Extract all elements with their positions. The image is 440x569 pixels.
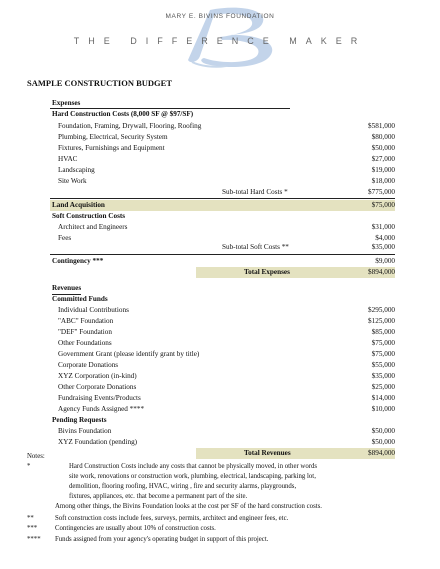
table-row [0, 305, 440, 316]
row-amount: $125,000 [368, 317, 395, 325]
row-amount: $31,000 [371, 223, 395, 231]
row-amount: $19,000 [371, 166, 395, 174]
subtotal-label: Sub-total Hard Costs * [222, 188, 288, 196]
row-label: "ABC" Foundation [58, 317, 114, 325]
row-label: HVAC [58, 155, 78, 163]
table-row [0, 316, 440, 327]
total-revenues-row [0, 448, 440, 459]
total-amount: $894,000 [368, 449, 395, 457]
row-label: "DEF" Foundation [58, 328, 112, 336]
row-amount: $25,000 [371, 383, 395, 391]
pending-heading: Pending Requests [52, 416, 107, 424]
note-text: Funds assigned from your agency's operating budget in support of this project. [55, 536, 269, 543]
row-label: Fundraising Events/Products [58, 394, 141, 402]
expenses-heading: Expenses [52, 99, 81, 107]
row-amount: $80,000 [371, 133, 395, 141]
notes-heading: Notes: [27, 453, 45, 460]
subtotal-amount: $775,000 [368, 188, 395, 196]
subtotal-label: Sub-total Soft Costs ** [222, 243, 289, 251]
table-row [0, 176, 440, 187]
row-amount: $75,000 [371, 201, 395, 209]
row-amount: $9,000 [375, 257, 395, 265]
tagline: THE DIFFERENCE MAKER [73, 36, 367, 46]
row-amount: $50,000 [371, 438, 395, 446]
row-label: Foundation, Framing, Drywall, Flooring, Roofing [58, 122, 202, 130]
row-amount: $27,000 [371, 155, 395, 163]
note-text: fixtures, appliances, etc. that become a permanent part of the site. [69, 493, 248, 500]
committed-heading-row [0, 294, 440, 305]
foundation-header [0, 0, 440, 70]
note-text: site work, renovations or construction work, plumbing, electrical, landscaping, parking lot, [69, 473, 316, 480]
table-row [0, 437, 440, 448]
table-row [0, 165, 440, 176]
row-label: Individual Contributions [58, 306, 129, 314]
row-label: Agency Funds Assigned **** [58, 405, 145, 413]
page-title: SAMPLE CONSTRUCTION BUDGET [27, 78, 172, 88]
table-row [0, 360, 440, 371]
row-amount: $4,000 [375, 234, 395, 242]
subtotal-amount: $35,000 [371, 243, 395, 251]
table-row [0, 338, 440, 349]
row-amount: $50,000 [371, 427, 395, 435]
note-text: demolition, flooring roofing, HVAC, wiring , fire and security alarms, playgrounds, [69, 483, 297, 490]
section-rule [50, 254, 395, 255]
row-label: Plumbing, Electrical, Security System [58, 133, 168, 141]
row-label: Fixtures, Furnishings and Equipment [58, 144, 165, 152]
row-label: Corporate Donations [58, 361, 119, 369]
total-expenses-row [0, 267, 440, 278]
hard-costs-subtotal-row [0, 187, 440, 198]
row-label: Landscaping [58, 166, 95, 174]
row-amount: $581,000 [368, 122, 395, 130]
row-label: Contingency *** [52, 257, 104, 265]
table-row [0, 426, 440, 437]
revenues-heading: Revenues [52, 283, 81, 295]
note-text: Contingencies are usually about 10% of construction costs. [55, 525, 216, 532]
row-label: Bivins Foundation [58, 427, 112, 435]
committed-heading: Committed Funds [52, 295, 108, 303]
table-row [0, 382, 440, 393]
row-amount: $18,000 [371, 177, 395, 185]
row-amount: $10,000 [371, 405, 395, 413]
revenues-heading-row [0, 283, 440, 294]
row-label: Other Corporate Donations [58, 383, 137, 391]
soft-costs-subtotal-row [0, 242, 440, 253]
note-text: Among other things, the Bivins Foundation looks at the cost per SF of the hard construction costs. [55, 503, 322, 510]
total-label: Total Revenues [244, 449, 291, 457]
row-label: XYZ Foundation (pending) [58, 438, 138, 446]
table-row [0, 154, 440, 165]
hard-costs-heading-row [0, 109, 440, 120]
soft-costs-heading: Soft Construction Costs [52, 212, 126, 220]
row-label: Fees [58, 234, 72, 242]
note-marker: * [27, 463, 31, 470]
row-label: Other Foundations [58, 339, 112, 347]
land-row [0, 200, 440, 211]
row-amount: $75,000 [371, 350, 395, 358]
row-amount: $35,000 [371, 372, 395, 380]
table-row [0, 371, 440, 382]
row-label: Architect and Engineers [58, 223, 128, 231]
note-marker: ** [27, 515, 34, 522]
note-marker: *** [27, 525, 38, 532]
total-amount: $894,000 [368, 268, 395, 276]
note-text: Hard Construction Costs include any costs that cannot be physically moved, in other words [69, 463, 318, 470]
total-label: Total Expenses [244, 268, 290, 276]
table-row [0, 327, 440, 338]
table-row [0, 132, 440, 143]
row-amount: $85,000 [371, 328, 395, 336]
row-amount: $50,000 [371, 144, 395, 152]
row-amount: $14,000 [371, 394, 395, 402]
note-text: Soft construction costs include fees, surveys, permits, architect and engineer fees, etc. [55, 515, 289, 522]
table-row [0, 404, 440, 415]
row-label: XYZ Corporation (in-kind) [58, 372, 137, 380]
row-amount: $75,000 [371, 339, 395, 347]
note-marker: **** [27, 536, 41, 543]
section-rule [50, 198, 395, 199]
contingency-row [0, 256, 440, 267]
row-label: Site Work [58, 177, 87, 185]
row-amount: $55,000 [371, 361, 395, 369]
row-label: Land Acquisition [52, 201, 105, 209]
hard-costs-heading: Hard Construction Costs (8,000 SF @ $97/SF) [52, 110, 194, 118]
org-name: MARY E. BIVINS FOUNDATION [165, 13, 275, 20]
table-row [0, 143, 440, 154]
table-row [0, 393, 440, 404]
soft-costs-heading-row [0, 211, 440, 222]
table-row [0, 222, 440, 233]
table-row [0, 121, 440, 132]
row-amount: $295,000 [368, 306, 395, 314]
pending-heading-row [0, 415, 440, 426]
table-row [0, 349, 440, 360]
row-label: Government Grant (please identify grant by title) [58, 350, 200, 358]
